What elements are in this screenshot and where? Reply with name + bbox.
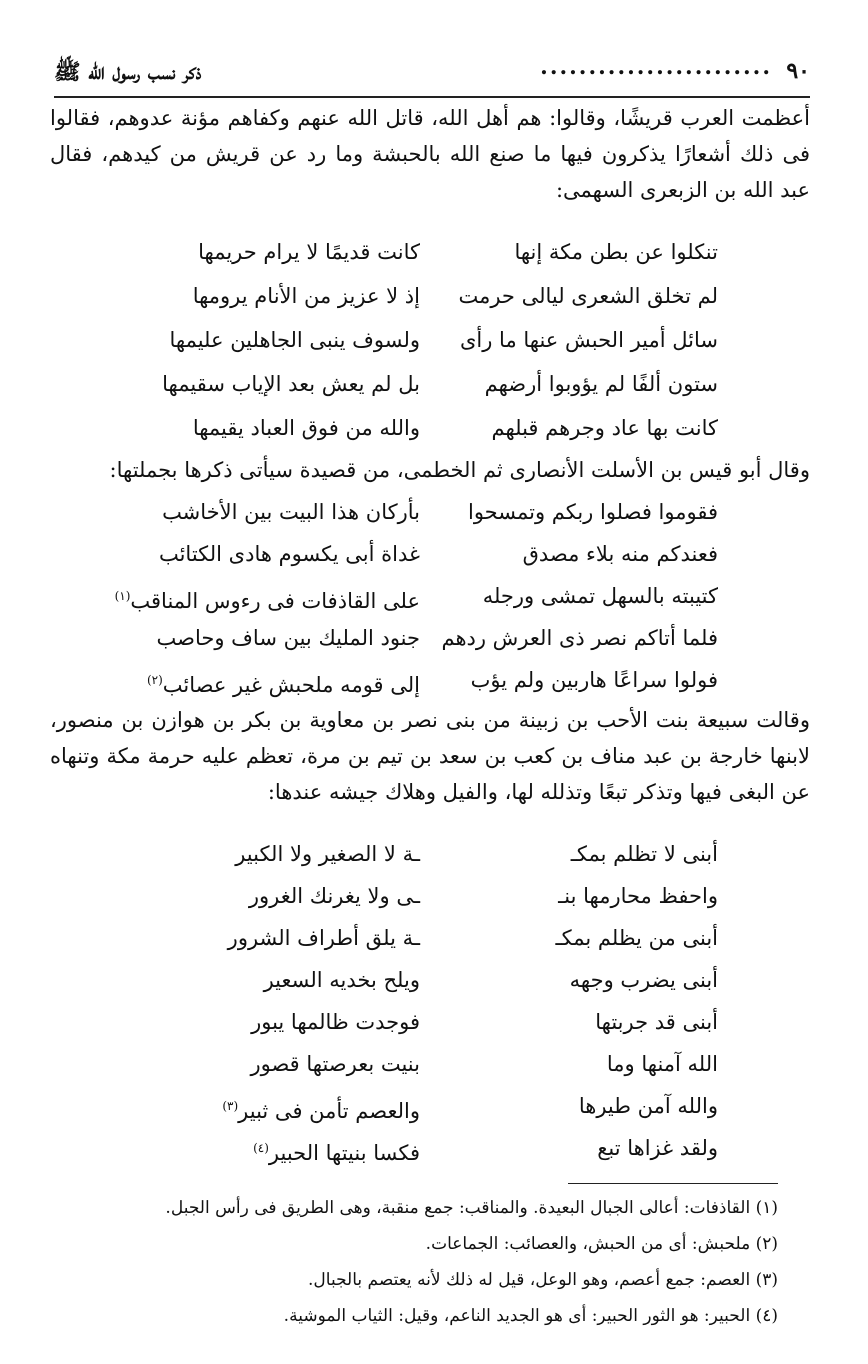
paragraph-intro: أعظمت العرب قريشًا، وقالوا: هم أهل الله، قاتل الله عنهم وكفاهم مؤنة عدوهم، فقالوا فى ذلك أشعارًا يذكرون فيها ما صنع الله بالحبشة وما رد عن قريش من كيدهم، فقال عبد الله بن الزبعرى السهمى: (50, 106, 810, 202)
verse-hemistich-right: ستون ألفًا لم يؤوبوا أرضهم (484, 372, 718, 396)
verse-hemistich-left (90, 534, 420, 574)
verse-hemistich-left (90, 1002, 420, 1042)
verse-hemistich-right: أبنى قد جربتها (595, 1010, 718, 1034)
verse-hemistich-left (90, 576, 420, 616)
verse-hemistich-right: أبنى لا تظلم بمكـ (570, 842, 718, 866)
verse-hemistich-right: فلما أتاكم نصر ذى العرش ردهم (441, 626, 718, 650)
paragraph-abu-qays: وقال أبو قيس بن الأسلت الأنصارى ثم الخطمى، من قصيدة سيأتى ذكرها بجملتها: (109, 458, 810, 482)
verse-hemistich-left (90, 618, 420, 658)
verse-hemistich-left (90, 918, 420, 958)
hemistich-text: بأركان هذا البيت بين الأخاشب (162, 500, 420, 524)
hemistich-text: ـة لا الصغير ولا الكبير (235, 842, 420, 866)
hemistich-text: ويلح بخديه السعير (263, 968, 420, 992)
verse-hemistich-left (90, 660, 420, 700)
verse-hemistich-left: والله من فوق العباد يقيمها (192, 416, 420, 440)
hemistich-text: والعصم تأمن فى ثبير (238, 1099, 420, 1123)
verse-hemistich-right: واحفظ محارمها بنـ (558, 884, 718, 908)
page-header (54, 52, 810, 98)
footnote-marker: (٤) (253, 1141, 269, 1155)
footnote-marker: (٣) (222, 1099, 239, 1113)
hemistich-text: على القاذفات فى رءوس المناقب (130, 589, 420, 613)
page-number: ٩٠ (786, 58, 810, 84)
verse-hemistich-right: الله آمنها وما (606, 1052, 718, 1076)
verse-hemistich-right: أبنى من يظلم بمكـ (555, 926, 718, 950)
hemistich-text: إلى قومه ملحبش غير عصائب (162, 673, 420, 697)
verse-hemistich-right: تنكلوا عن بطن مكة إنها (514, 240, 718, 264)
verse-hemistich-right: ولقد غزاها تبع (597, 1136, 718, 1160)
footnote: (٢) ملحبش: أى من الحبش، والعصائب: الجماعات. (425, 1234, 778, 1254)
footnote: (٤) الحبير: هو الثور الحبير: أى هو الجديد الناعم، وقيل: الثياب الموشية. (283, 1306, 778, 1326)
hemistich-text: جنود المليك بين ساف وحاصب (156, 626, 420, 650)
verse-hemistich-left: كانت قديمًا لا يرام حريمها (198, 240, 420, 264)
verse-hemistich-right: فعندكم منه بلاء مصدق (522, 542, 718, 566)
footnote-marker: (١) (114, 589, 131, 603)
verse-hemistich-left (90, 960, 420, 1000)
verse-hemistich-left (90, 834, 420, 874)
verse-hemistich-left: بل لم يعش بعد الإياب سقيمها (162, 372, 420, 396)
verse-hemistich-left: إذ لا عزيز من الأنام يرومها (192, 284, 420, 308)
verse-hemistich-left (90, 492, 420, 532)
verse-hemistich-right: كانت بها عاد وجرهم قبلهم (491, 416, 718, 440)
verse-hemistich-right: لم تخلق الشعرى ليالى حرمت (458, 284, 718, 308)
hemistich-text: بنيت بعرصتها قصور (250, 1052, 420, 1076)
hemistich-text: فكسا بنيتها الحبير (268, 1141, 420, 1165)
header-dots: ........................ (540, 54, 772, 80)
verse-hemistich-left (90, 1086, 420, 1126)
hemistich-text: غداة أبى يكسوم هادى الكتائب (158, 542, 420, 566)
verse-hemistich-left (90, 1044, 420, 1084)
verse-hemistich-right: والله آمن طيرها (578, 1094, 718, 1118)
verse-hemistich-right: فولوا سراعًا هاربين ولم يؤب (470, 668, 718, 692)
verse-hemistich-left (90, 876, 420, 916)
footnote-divider (568, 1183, 778, 1184)
hemistich-text: ـى ولا يغرنك الغرور (248, 884, 420, 908)
verse-hemistich-right: فقوموا فصلوا ربكم وتمسحوا (467, 500, 718, 524)
hemistich-text: فوجدت ظالمها يبور (251, 1010, 420, 1034)
verse-hemistich-left: ولسوف ينبى الجاهلين عليمها (169, 328, 420, 352)
hemistich-text: ـة يلق أطراف الشرور (227, 926, 420, 950)
verse-hemistich-right: سائل أمير الحبش عنها ما رأى (459, 328, 718, 352)
footnote-marker: (٢) (146, 673, 163, 687)
paragraph-subay-a: وقالت سبيعة بنت الأحب بن زبينة من بنى نصر بن معاوية بن بكر بن هوازن بن منصور، لابنها خارجة بن عبد مناف بن كعب بن سعد بن تيم بن مرة، تعظم عليه حرمة مكة وتنهاه عن البغى فيها وتذكر تبعًا وتذلله لها، والفيل وهلاك جيشه عندها: (50, 708, 810, 804)
verse-hemistich-right: كتيبته بالسهل تمشى ورجله (482, 584, 718, 608)
verse-hemistich-right: أبنى يضرب وجهه (569, 968, 718, 992)
running-title: ذكر نسب رسول الله ﷺ (54, 59, 202, 85)
verse-hemistich-left (90, 1128, 420, 1168)
footnote: (٣) العصم: جمع أعصم، وهو الوعل، قيل له ذلك لأنه يعتصم بالجبال. (308, 1270, 778, 1290)
footnote: (١) القاذفات: أعالى الجبال البعيدة. والمناقب: جمع منقبة، وهى الطريق فى رأس الجبل. (165, 1198, 778, 1218)
